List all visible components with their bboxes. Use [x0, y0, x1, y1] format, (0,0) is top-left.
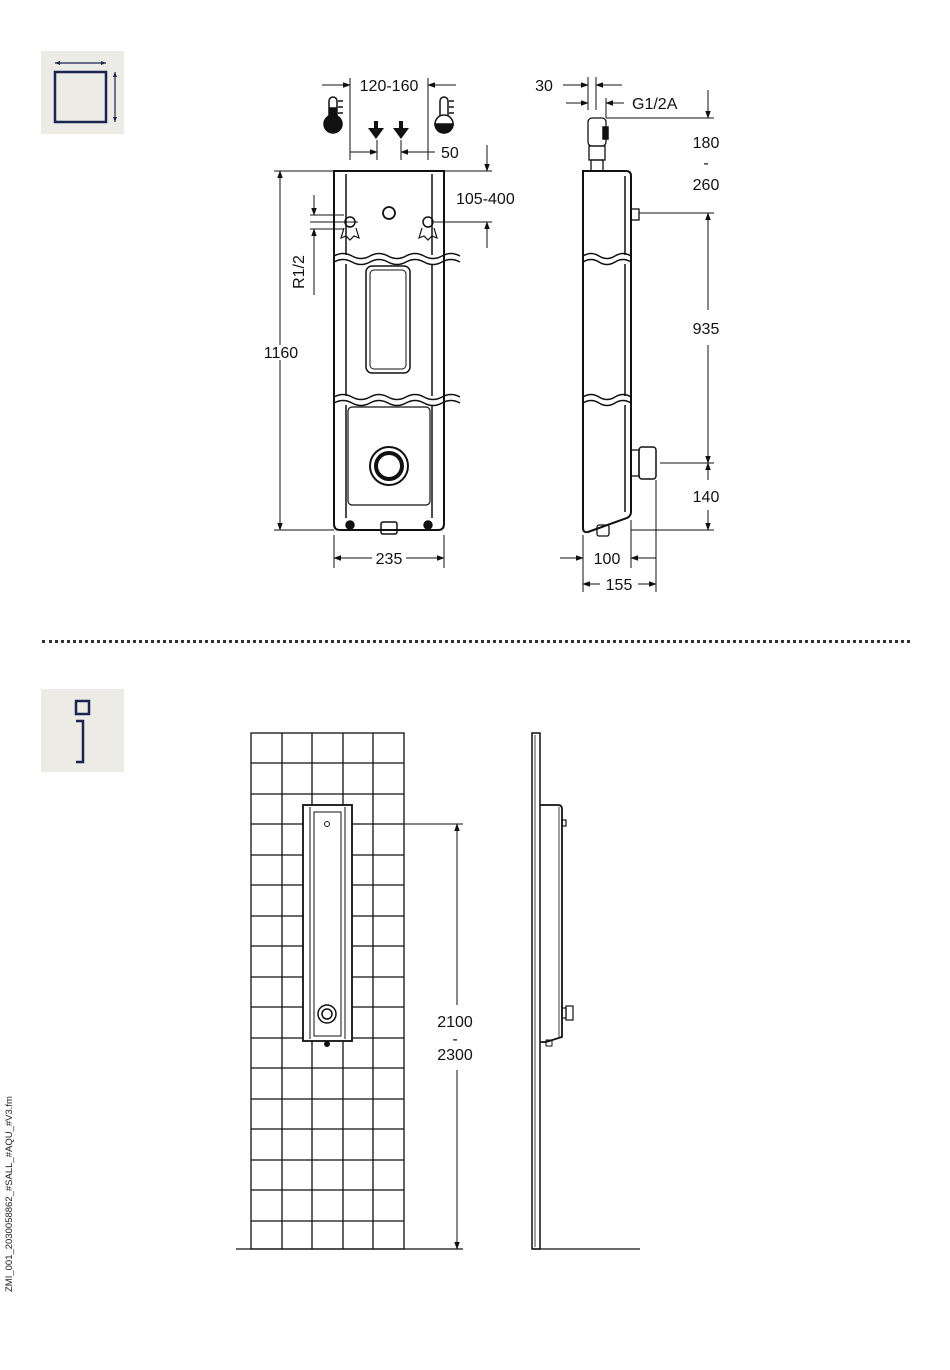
install-height-from-label: 2100 [437, 1014, 473, 1031]
bottom-height-label: 140 [692, 489, 720, 506]
middle-height-label: 935 [692, 321, 720, 338]
height-label: 1160 [263, 345, 299, 362]
top-range-sep-label: - [703, 155, 709, 172]
top-offset-label: 30 [535, 78, 553, 95]
depth-inner-label: 100 [593, 551, 621, 568]
file-reference: ZMI_001_2030058862_#SALL_#AQU_#V3.fm [4, 1096, 15, 1292]
top-range-to-label: 260 [692, 177, 720, 194]
side-view [583, 118, 656, 536]
installation-dimensions [352, 824, 463, 1249]
install-height-sep-label: - [452, 1031, 458, 1048]
center-offset-label: 50 [441, 145, 459, 162]
front-view [334, 171, 460, 534]
connection-height-label: 105-400 [456, 191, 515, 208]
thread-label-front: R1/2 [291, 255, 308, 289]
width-label: 235 [375, 551, 403, 568]
thermometer-cold-icon [435, 97, 454, 133]
thermometer-hot-icon [324, 97, 343, 133]
depth-outer-label: 155 [605, 577, 633, 594]
flow-arrow-icon [368, 121, 409, 139]
top-range-from-label: 180 [692, 135, 720, 152]
front-dimensions [274, 78, 492, 568]
install-height-to-label: 2300 [437, 1047, 473, 1064]
installed-panel-front [303, 805, 352, 1047]
connection-spacing-label: 120-160 [359, 78, 419, 95]
installed-panel-side [532, 733, 640, 1249]
thread-label-side: G1/2A [632, 96, 678, 113]
